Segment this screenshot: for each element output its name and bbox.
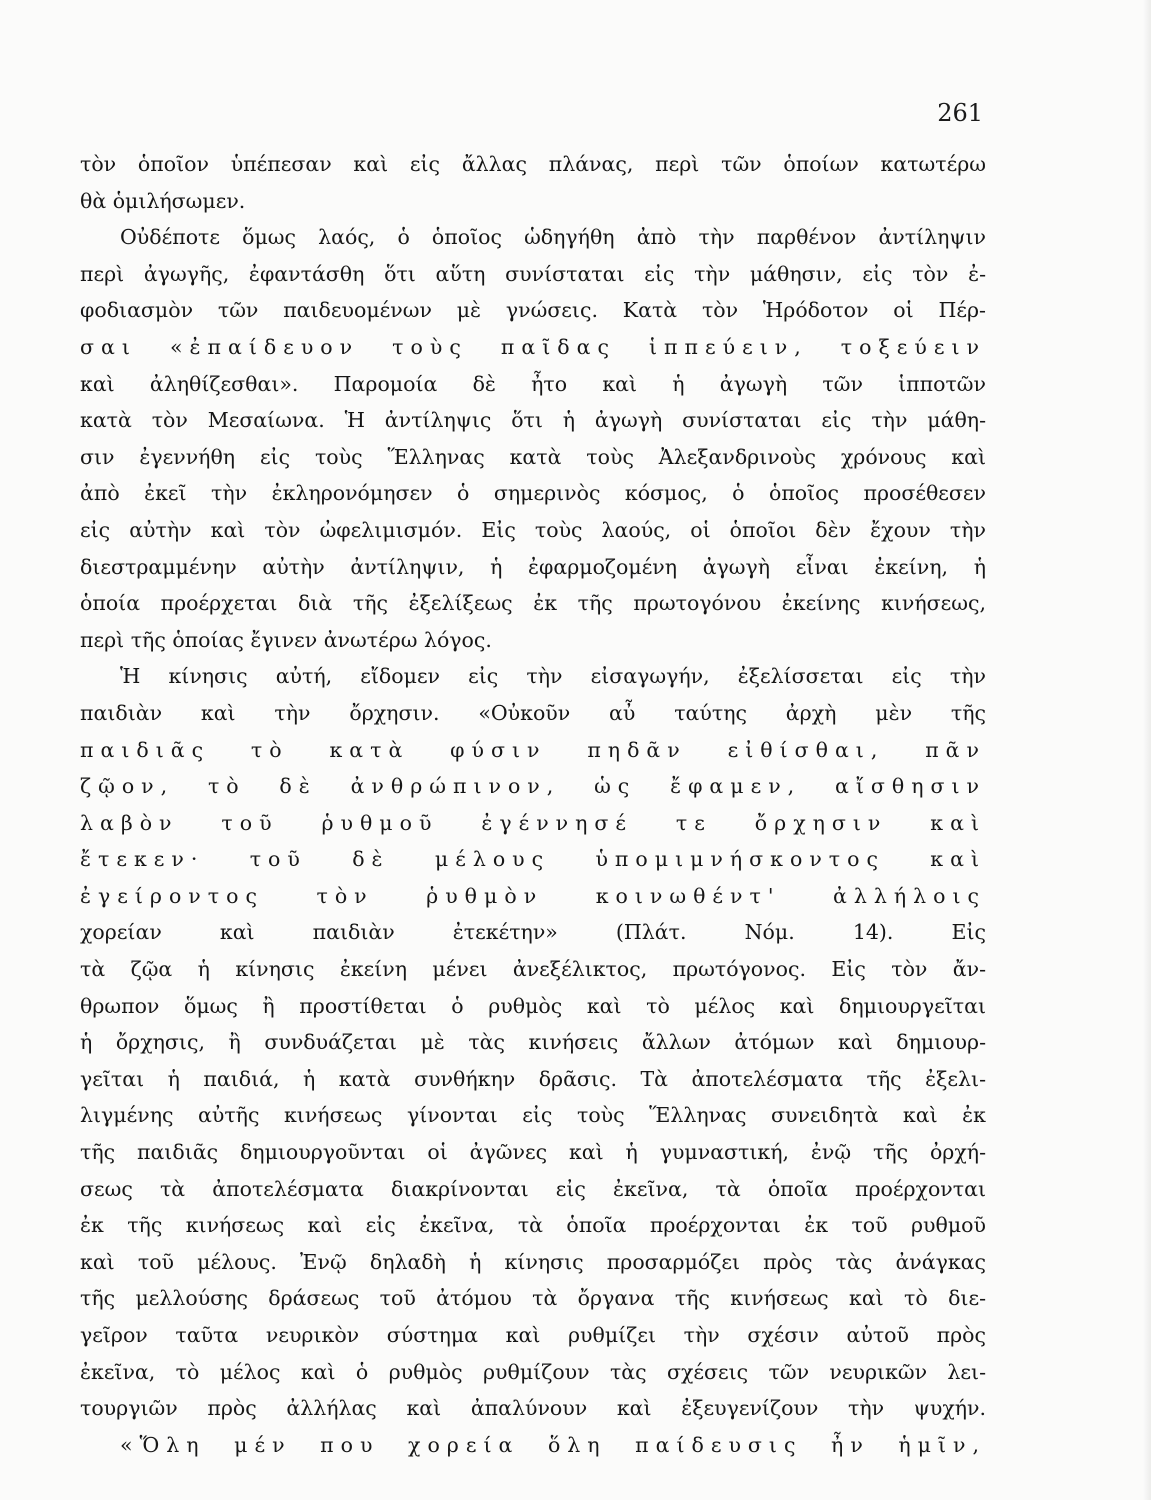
text-line-content: γεῖρον ταῦτα νευρικὸν σύστημα καὶ ρυθμίζει τὴν σχέσιν αὐτοῦ πρὸς — [80, 1323, 986, 1347]
text-line — [80, 183, 986, 220]
text-line — [80, 512, 986, 549]
text-line — [80, 1390, 986, 1427]
text-line — [80, 1024, 986, 1061]
text-line-content: παιδιᾶς τὸ κατὰ φύσιν πηδᾶν εἰθίσθαι, πᾶν — [80, 737, 986, 762]
text-line-content: τῆς μελλούσης δράσεως τοῦ ἀτόμου τὰ ὄργανα τῆς κινήσεως καὶ τὸ διε- — [80, 1286, 986, 1311]
text-line-content: λαβὸν τοῦ ῥυθμοῦ ἐγέννησέ τε ὄρχησιν καὶ — [80, 810, 986, 835]
text-line-content: ζῷον, τὸ δὲ ἀνθρώπινον, ὡς ἔφαμεν, αἴσθησιν — [80, 774, 986, 799]
text-line — [80, 1317, 986, 1354]
text-line — [80, 1244, 986, 1281]
text-line-content: «Ὅλη μέν που χορεία ὅλη παίδευσις ἦν ἡμῖν, — [120, 1432, 986, 1457]
text-line — [80, 585, 986, 622]
text-line — [80, 219, 986, 256]
text-line — [80, 658, 986, 695]
text-line-content: τουργιῶν πρὸς ἀλλήλας καὶ ἀπαλύνουν καὶ ἐξευγενίζουν τὴν ψυχήν. — [80, 1396, 986, 1421]
text-line-content: περὶ ἀγωγῆς, ἐφαντάσθη ὅτι αὕτη συνίσταται εἰς τὴν μάθησιν, εἰς τὸν ἐ- — [80, 261, 986, 286]
text-line — [80, 1427, 986, 1464]
text-line — [80, 475, 986, 512]
text-line — [80, 366, 986, 403]
text-line — [80, 1171, 986, 1208]
text-line-content: τῆς παιδιᾶς δημιουργοῦνται οἱ ἀγῶνες καὶ ἡ γυμναστική, ἐνῷ τῆς ὀρχή- — [80, 1140, 986, 1165]
text-line — [80, 1097, 986, 1134]
text-line — [80, 805, 986, 842]
page-edge-shadow — [1143, 0, 1151, 1500]
text-line — [80, 1207, 986, 1244]
text-line-content: καὶ ἀληθίζεσθαι». Παρομοία δὲ ἦτο καὶ ἡ ἀγωγὴ τῶν ἱπποτῶν — [80, 371, 986, 396]
text-line-content: ὁποία προέρχεται διὰ τῆς ἐξελίξεως ἐκ τῆς πρωτογόνου ἐκείνης κινήσεως, — [80, 591, 986, 616]
text-line-content: Ἡ κίνησις αὐτή, εἴδομεν εἰς τὴν εἰσαγωγήν, ἐξελίσσεται εἰς τὴν — [120, 664, 986, 689]
text-line-content: τὸν ὁποῖον ὑπέπεσαν καὶ εἰς ἄλλας πλάνας, περὶ τῶν ὁποίων κατωτέρω — [80, 152, 986, 176]
text-line-content: φοδιασμὸν τῶν παιδευομένων μὲ γνώσεις. Κατὰ τὸν Ἡρόδοτον οἱ Πέρ- — [80, 298, 986, 323]
text-line-content: ἐγείροντος τὸν ῥυθμὸν κοινωθέντ' ἀλλήλοις — [80, 883, 986, 908]
text-line — [80, 732, 986, 769]
text-line — [80, 951, 986, 988]
text-line-content: ἔτεκεν· τοῦ δὲ μέλους ὑπομιμνήσκοντος καὶ — [80, 847, 986, 872]
text-line-content: καὶ τοῦ μέλους. Ἐνῷ δηλαδὴ ἡ κίνησις προσαρμόζει πρὸς τὰς ἀνάγκας — [80, 1249, 986, 1274]
text-line-content: ἐκεῖνα, τὸ μέλος καὶ ὁ ρυθμὸς ρυθμίζουν τὰς σχέσεις τῶν νευρικῶν λει- — [80, 1359, 986, 1384]
text-line — [80, 1354, 986, 1391]
text-line-content: περὶ τῆς ὁποίας ἔγινεν ἀνωτέρω λόγος. — [80, 627, 492, 652]
text-line — [80, 292, 986, 329]
body-text — [80, 146, 986, 1463]
text-line — [80, 1134, 986, 1171]
text-line — [80, 878, 986, 915]
text-line — [80, 768, 986, 805]
text-line-content: σεως τὰ ἀποτελέσματα διακρίνονται εἰς ἐκεῖνα, τὰ ὁποῖα προέρχονται — [80, 1176, 986, 1201]
text-line-content: εἰς αὐτὴν καὶ τὸν ὠφελιμισμόν. Εἰς τοὺς λαούς, οἱ ὁποῖοι δὲν ἔχουν τὴν — [80, 517, 986, 542]
text-line — [80, 1280, 986, 1317]
text-line-content: παιδιὰν καὶ τὴν ὄρχησιν. «Οὐκοῦν αὖ ταύτης ἀρχὴ μὲν τῆς — [80, 700, 986, 725]
text-line-content: χορείαν καὶ παιδιὰν ἐτεκέτην» (Πλάτ. Νόμ. 14). Εἰς — [80, 920, 986, 945]
text-line — [80, 622, 986, 659]
text-line-content: γεῖται ἡ παιδιά, ἡ κατὰ συνθήκην δρᾶσις. Τὰ ἀποτελέσματα τῆς ἐξελι- — [80, 1066, 986, 1091]
text-line-content: σιν ἐγεννήθη εἰς τοὺς Ἕλληνας κατὰ τοὺς Ἀλεξανδρινοὺς χρόνους καὶ — [80, 444, 986, 469]
text-line — [80, 695, 986, 732]
text-line-content: σαι «ἐπαίδευον τοὺς παῖδας ἱππεύειν, τοξεύειν — [80, 334, 986, 359]
text-line-content: λιγμένης αὐτῆς κινήσεως γίνονται εἰς τοὺς Ἕλληνας συνειδητὰ καὶ ἐκ — [80, 1103, 986, 1128]
text-line-content: ἡ ὄρχησις, ἢ συνδυάζεται μὲ τὰς κινήσεις ἄλλων ἀτόμων καὶ δημιουρ- — [80, 1030, 986, 1055]
text-line-content: διεστραμμένην αὐτὴν ἀντίληψιν, ἡ ἐφαρμοζομένη ἀγωγὴ εἶναι ἐκείνη, ἡ — [80, 554, 986, 579]
text-line-content: Οὐδέποτε ὅμως λαός, ὁ ὁποῖος ὡδηγήθη ἀπὸ τὴν παρθένον ἀντίληψιν — [120, 225, 986, 250]
text-line-content: ἐκ τῆς κινήσεως καὶ εἰς ἐκεῖνα, τὰ ὁποῖα προέρχονται ἐκ τοῦ ρυθμοῦ — [80, 1213, 986, 1238]
text-line-content: τὰ ζῷα ἡ κίνησις ἐκείνη μένει ἀνεξέλικτος, πρωτόγονος. Εἰς τὸν ἄν- — [80, 957, 986, 982]
text-line — [80, 914, 986, 951]
text-line-content: θὰ ὁμιλήσωμεν. — [80, 188, 246, 213]
page-number: 261 — [937, 99, 983, 127]
text-line-content: κατὰ τὸν Μεσαίωνα. Ἡ ἀντίληψις ὅτι ἡ ἀγωγὴ συνίσταται εἰς τὴν μάθη- — [80, 408, 986, 433]
text-line — [80, 439, 986, 476]
text-line — [80, 1061, 986, 1098]
text-line — [80, 402, 986, 439]
text-line — [80, 329, 986, 366]
text-line-content: θρωπον ὅμως ἢ προστίθεται ὁ ρυθμὸς καὶ τὸ μέλος καὶ δημιουργεῖται — [80, 993, 986, 1018]
text-line — [80, 988, 986, 1025]
text-line-content: ἀπὸ ἐκεῖ τὴν ἐκληρονόμησεν ὁ σημερινὸς κόσμος, ὁ ὁποῖος προσέθεσεν — [80, 481, 986, 506]
text-line — [80, 549, 986, 586]
text-line — [80, 146, 986, 183]
text-line — [80, 256, 986, 293]
text-line — [80, 841, 986, 878]
